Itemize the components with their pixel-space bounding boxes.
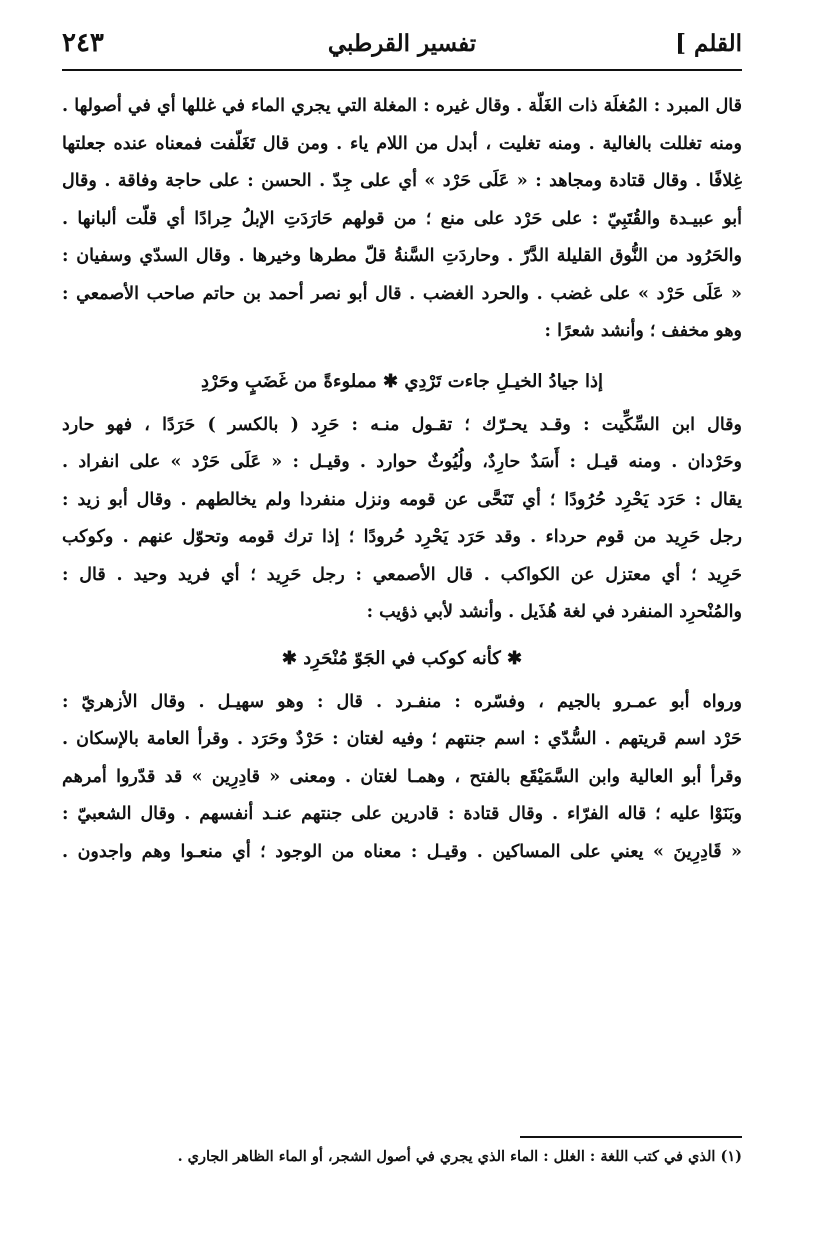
poem-verse: إذا جيادُ الخيـلِ جاءت تَرْدِي ✱ مملوءةً من غَضَبٍ وحَرْدِ bbox=[200, 370, 604, 392]
header-rule bbox=[62, 69, 742, 71]
page-header bbox=[62, 26, 742, 66]
text-line: حَرْد اسم قريتهم . السُّدّي : اسم جنتهم ؛ وفيه لغتان : حَرْدٌ وحَرَد . وقرأ العامة بالإسكان . bbox=[62, 729, 742, 749]
text-line: وقرأ أبو العالية وابن السَّمَيْقَع بالفتح ، وهمـا لغتان . ومعنى « قادِرِين » قد قدّروا أمرهم bbox=[62, 766, 742, 787]
text-line: حَرِيد ؛ أي معتزل عن الكواكب . قال الأصمعي : رجل حَرِيد ؛ أي فريد وحيد . قال : bbox=[62, 564, 742, 585]
text-line: والمُنْحرِد المنفرد في لغة هُذَيل . وأنشد لأبي ذؤيب : bbox=[366, 602, 742, 622]
text-line: والحَرُود من النُّوق القليلة الدَّرّ . وحاردَتِ السَّنةُ قلّ مطرها وخيرها . وقال السدّي وسفيان : bbox=[62, 246, 742, 266]
text-line: ورواه أبو عمـرو بالجيم ، وفسّره : منفـرد . قال : وهو سهيـل . وقال الأزهريّ : bbox=[62, 691, 742, 712]
text-line: « عَلَى حَرْد » على غضب . والحرد الغضب . قال أبو نصر أحمد بن حاتم صاحب الأصمعي : bbox=[62, 283, 742, 304]
main-text bbox=[62, 88, 742, 871]
text-line: وبَنَوْا عليه ؛ قاله الفرّاء . وقال قتادة : قادرين على جنتهم عنـد أنفسهم . وقال الشعبيّ : bbox=[62, 804, 742, 824]
text-line: وقال ابن السِّكِّيت : وقـد يحـرّك ؛ تقـول منـه : حَرِد ( بالكسر ) حَرَدًا ، فهو حارد bbox=[62, 414, 742, 435]
surah-name: القلم ] bbox=[675, 30, 742, 57]
text-line: « قَادِرِينَ » يعني على المساكين . وقيـل : معناه من الوجود ؛ أي منعـوا وهم واجدون . bbox=[62, 841, 742, 862]
text-line: قال المبرد : المُغلَة ذات الغَلّة . وقال غيره : المغلة التي يجري الماء في غللها أي في أصولها . bbox=[62, 96, 742, 116]
text-line: وحَرْدان . ومنه قيـل : أَسَدٌ حارِدٌ، ولُيُوثٌ حوارد . وقيـل : « عَلَى حَرْد » على انفراد . bbox=[62, 452, 742, 472]
text-line: وهو مخفف ؛ وأنشد شعرًا : bbox=[544, 321, 742, 341]
text-line: أبو عبيـدة والقُتَبِيّ : على حَرْد على منع ؛ من قولهم حَارَدَتِ الإبلُ حِرادًا أي قلّت ألبانها . bbox=[62, 208, 742, 229]
text-line: يقال : حَرَد يَحْرِد حُرُودًا ؛ أي تَنَحَّى عن قومه ونزل منفردا ولم يخالطهم . وقال أبو زيد : bbox=[62, 489, 742, 510]
poem-verse: ✱ كأنه كوكب في الجَوّ مُنْحَرِد ✱ bbox=[281, 647, 523, 669]
page-number: ٢٤٣ bbox=[62, 28, 104, 58]
footnote-rule bbox=[520, 1136, 742, 1138]
footnote: (١) الذي في كتب اللغة : الغلل : الماء الذي يجري في أصول الشجر، أو الماء الظاهر الجاري . bbox=[177, 1148, 742, 1165]
text-line: غِلافًا . وقال قتادة ومجاهد : « عَلَى حَرْد » أي على جِدّ . الحسن : على حاجة وفاقة . وقال bbox=[62, 171, 742, 191]
text-line: ومنه تغللت بالغالية . ومنه تغليت ، أبدل من اللام ياء . ومن قال تَغَلّفت فمعناه عنده جعلتها bbox=[62, 133, 742, 154]
text-line: رجل حَرِيد من قوم حرداء . وقد حَرَد يَحْرِد حُرودًا ؛ إذا ترك قومه وتحوّل عنهم . وكوكب bbox=[62, 527, 742, 547]
book-title: تفسير القرطبي bbox=[327, 30, 477, 57]
